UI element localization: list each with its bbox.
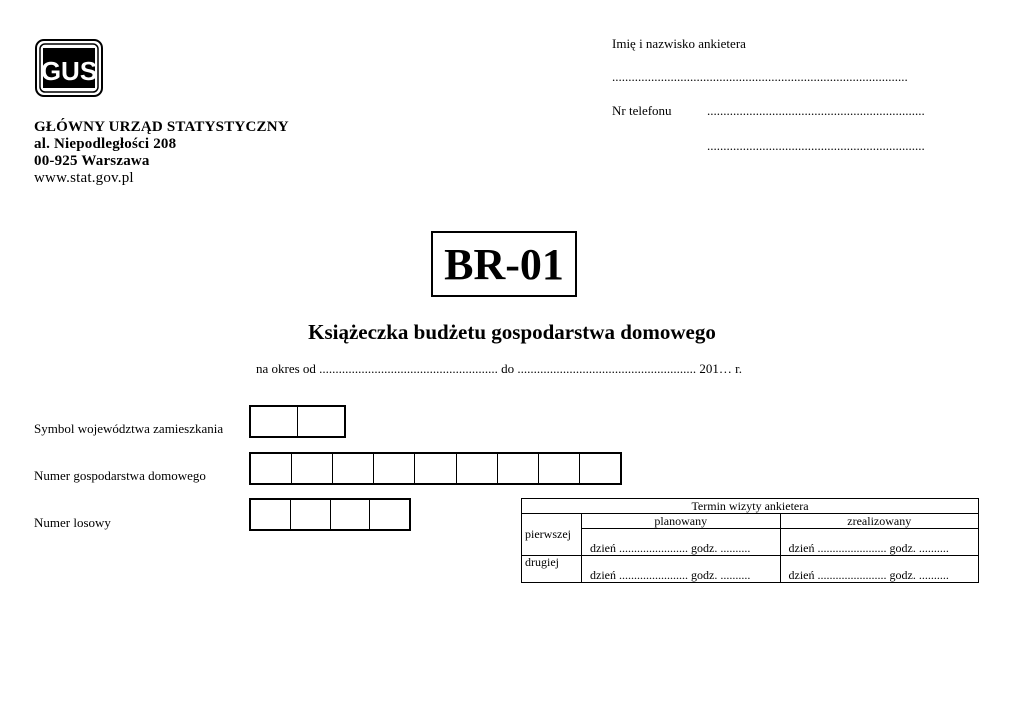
form-title: Książeczka budżetu gospodarstwa domowego <box>308 320 716 344</box>
first-realized-entry[interactable]: dzień ....................... godz. .......... <box>780 529 979 556</box>
input-cell[interactable] <box>292 454 333 483</box>
institution-name: GŁÓWNY URZĄD STATYSTYCZNY <box>34 119 289 135</box>
institution-address: al. Niepodległości 208 <box>34 136 177 152</box>
random-number-label: Numer losowy <box>34 515 111 530</box>
input-cell[interactable] <box>291 500 331 529</box>
input-cell[interactable] <box>298 407 344 436</box>
interviewer-name-field[interactable]: ........................................................................................... <box>612 69 908 84</box>
period-line[interactable]: na okres od ....................................................... do ....................................................... 201… r. <box>256 361 743 376</box>
input-cell[interactable] <box>331 500 371 529</box>
input-cell[interactable] <box>251 500 291 529</box>
input-cell[interactable] <box>333 454 374 483</box>
voivodeship-label: Symbol województwa zamieszkania <box>34 421 224 436</box>
input-cell[interactable] <box>374 454 415 483</box>
household-label: Numer gospodarstwa domowego <box>34 468 206 483</box>
second-visit-label: drugiej <box>522 556 582 583</box>
input-cell[interactable] <box>370 500 409 529</box>
planned-header: planowany <box>582 514 781 529</box>
first-planned-entry[interactable]: dzień ....................... godz. .......... <box>582 529 781 556</box>
institution-website: www.stat.gov.pl <box>34 170 134 186</box>
institution-city: 00-925 Warszawa <box>34 153 150 169</box>
input-cell[interactable] <box>251 454 292 483</box>
input-cell[interactable] <box>539 454 580 483</box>
first-visit-label: pierwszej <box>522 514 582 556</box>
logo-text: GUS <box>40 56 98 86</box>
input-cell[interactable] <box>415 454 456 483</box>
visit-table-header: Termin wizyty ankietera <box>522 499 979 514</box>
phone-field-2[interactable]: ................................................................... <box>707 138 925 153</box>
input-cell[interactable] <box>251 407 298 436</box>
form-code: BR-01 <box>431 231 577 297</box>
phone-field[interactable]: ................................................................... <box>707 103 925 118</box>
household-boxes[interactable] <box>249 452 622 485</box>
interviewer-name-label: Imię i nazwisko ankietera <box>612 36 746 51</box>
phone-label: Nr telefonu <box>612 103 672 118</box>
input-cell[interactable] <box>580 454 620 483</box>
input-cell[interactable] <box>457 454 498 483</box>
realized-header: zrealizowany <box>780 514 979 529</box>
second-realized-entry[interactable]: dzień ....................... godz. .......... <box>780 556 979 583</box>
voivodeship-boxes[interactable] <box>249 405 346 438</box>
visit-schedule-table <box>521 498 979 583</box>
input-cell[interactable] <box>498 454 539 483</box>
gus-logo-icon <box>34 38 104 98</box>
second-planned-entry[interactable]: dzień ....................... godz. .......... <box>582 556 781 583</box>
random-number-boxes[interactable] <box>249 498 411 531</box>
